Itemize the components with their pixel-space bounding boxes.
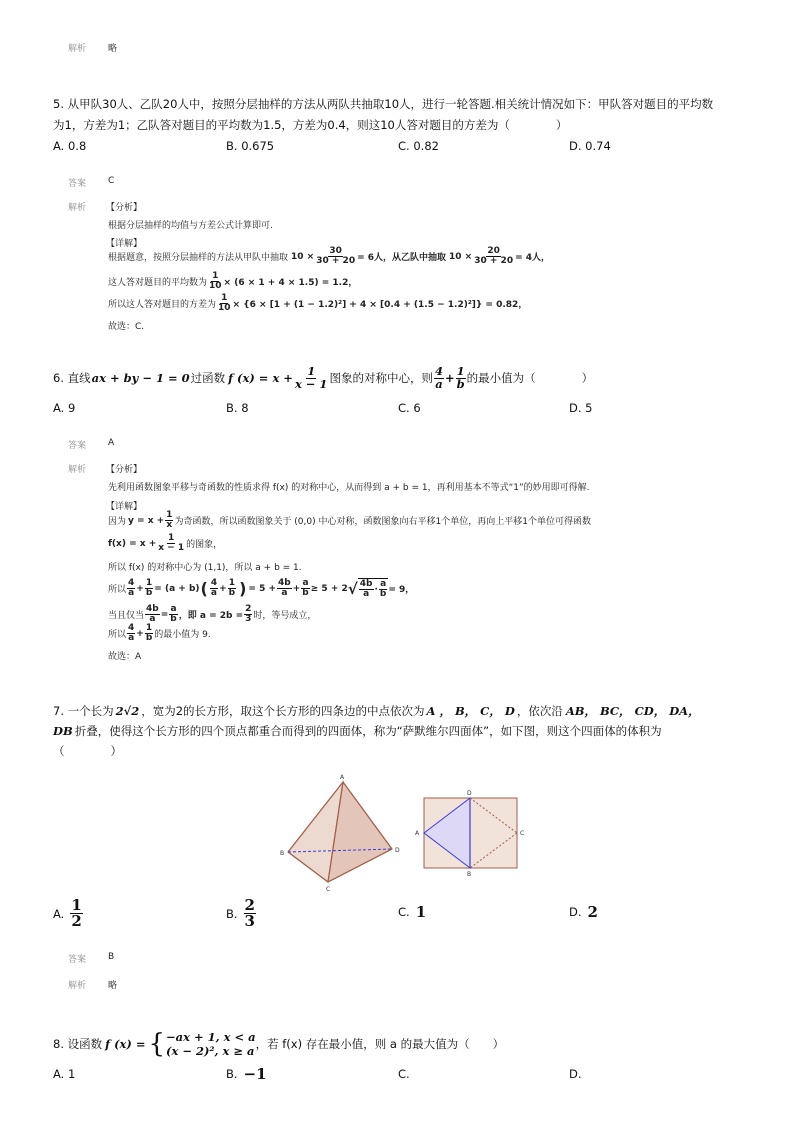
net-label-d: D [467, 790, 472, 797]
q5-l1-frac2-den: 30 + 20 [474, 256, 514, 266]
q6-l4-frac2-den: b [145, 588, 153, 598]
q6-frac3 [456, 366, 466, 390]
q6-detail-line7: 故选：A [108, 652, 142, 662]
q6-l4-d: ≥ 5 + 2 [310, 583, 348, 594]
q7-answer: B [108, 952, 115, 962]
q6-text-d: 的最小值为（ ） [466, 371, 594, 385]
q7-option-b-num: 2 [244, 896, 255, 914]
q5-l1-frac2 [473, 247, 514, 266]
q5-fenxi-label: 【分析】 [106, 203, 143, 213]
q7-option-b-den: 3 [244, 912, 255, 930]
q6-analysis-label: 解析 [68, 465, 87, 475]
rectangle-net-figure [410, 788, 530, 878]
q6-l6-frac1-den: a [128, 633, 135, 643]
q5-option-c: C. 0.82 [398, 139, 439, 153]
q7-edge-db: DB [53, 724, 73, 738]
q5-detail-line4: 故选：C. [108, 322, 145, 332]
q6-l4-frac8-den: b [379, 589, 387, 599]
q7-answer-label: 答案 [68, 955, 87, 965]
net-label-b: B [467, 871, 472, 878]
q8-option-c: C. [398, 1067, 410, 1081]
q7-text-line1 [53, 703, 700, 719]
q6-l2-frac-den: x − 1 [158, 543, 185, 553]
q6-l4-e: = 9， [388, 585, 415, 595]
q7-option-a [53, 898, 84, 929]
q5-answer: C [108, 176, 115, 186]
q6-l4-b: = (a + b) [154, 583, 200, 594]
q8-fx: f (x) = [105, 1037, 146, 1052]
q6-frac2-den: a [435, 376, 443, 391]
q6-l1-a: 因为 [108, 517, 127, 527]
q6-option-b: B. 8 [226, 401, 249, 415]
q6-detail-line6: 所以 $\frac{4}{a}$ + $\frac{1}{b}$ 的最小值为 9. [108, 623, 211, 643]
q6-l4-frac6 [301, 579, 309, 598]
q5-text-line2: 为1，方差为1；乙队答对题目的平均数为1.5，方差为0.4，则这10人答对题目的方差为（ ） [53, 118, 568, 132]
q8-case1: −ax + 1, x < a [166, 1030, 256, 1044]
q7-option-d [569, 903, 598, 921]
q6-l6-frac1 [127, 624, 135, 643]
q7-analysis-label: 解析 [68, 981, 87, 991]
q6-l4-frac1-num: 4 [128, 578, 135, 588]
q8-text: 8. 设函数 f (x) = { −ax + 1, x < a (x − 2)², x ≥ a ，若 f(x) 存在最小值，则 a 的最大值为（ ） [53, 1029, 505, 1060]
q5-l2-frac [208, 272, 223, 291]
net-label-c: C [520, 830, 525, 837]
q6-fenxi-text: 先利用函数图象平移与奇函数的性质求得 f(x) 的对称中心，从而得到 a + b = 1，再利用基本不等式“1”的妙用即可得解. [108, 483, 590, 493]
q6-detail-line4: 所以 $\frac{4}{a}$ + $\frac{1}{b}$ = (a + b) ( $\frac{4}{a}$ + $\frac{1}{b}$ ) = 5 + $\frac{4b}{a}$ + $\frac{a}{b}$ ≥ 5 + 2 √ $\frac{4b}{a}$ · $\frac{a}{b}$ = 9， [108, 578, 415, 599]
q5-l2-frac-den: 10 [209, 281, 222, 291]
q5-detail-line2 [108, 272, 357, 291]
q6-l4-frac3-num: 4 [210, 578, 218, 588]
q5-l3-text-b: × {6 × [1 + (1 − 1.2)²] + 4 × [0.4 + (1.5 − 1.2)²]} = 0.82， [232, 300, 528, 310]
q5-detail-line1 [108, 247, 550, 266]
tetra-label-c: C [326, 886, 331, 893]
q5-detail-line3 [108, 294, 527, 313]
q6-l4-frac5-num: 4b [278, 578, 291, 588]
q6-line-eq: ax + by − 1 = 0 [91, 371, 190, 385]
q5-text-line1: 5. 从甲队30人、乙队20人中，按照分层抽样的方法从两队共抽取10人，进行一轮答题.相关统计情况如下：甲队答对题目的平均数 [53, 97, 714, 111]
q5-l1-frac1-num: 30 [329, 246, 342, 256]
q7-option-c-label: C. [398, 905, 410, 919]
q6-l5-frac1-den: a [149, 614, 156, 624]
q7-option-a-num: 1 [71, 896, 82, 914]
q7-edges: AB， BC， CD， DA， [565, 704, 700, 718]
q6-l6-frac2 [145, 624, 153, 643]
q6-frac2-num: 4 [434, 364, 443, 378]
q6-l1-c: 为奇函数，所以函数图象关于 (0,0) 中心对称，函数图象向右平移1个单位，再向上平移1个单位可得函数 [174, 517, 591, 527]
q6-l5-c: 时，等号成立， [253, 611, 317, 621]
q7-option-c-value: 1 [415, 903, 427, 921]
q6-l4-frac6-den: b [302, 588, 309, 598]
q6-l5-frac2 [169, 605, 177, 624]
q8-option-a: A. 1 [53, 1067, 76, 1081]
q6-l5-b: ，即 a = 2b = [178, 611, 244, 621]
tetra-label-a: A [340, 774, 345, 781]
q6-l4-frac7 [359, 580, 374, 599]
q6-frac3-num: 1 [456, 364, 465, 378]
q6-l5-frac3-num: 2 [245, 604, 252, 614]
q6-l4-frac8-num: a [380, 579, 387, 589]
q5-l2-text-b: × (6 × 1 + 4 × 1.5) = 1.2， [223, 278, 358, 288]
q5-l1-frac1-den: 30 + 20 [316, 256, 356, 266]
analysis-text: 略 [108, 44, 118, 54]
q5-l3-frac-num: 1 [221, 293, 228, 303]
q6-l1-b: y = x + [128, 515, 165, 526]
q6-answer: A [108, 438, 115, 448]
q6-fenxi-label: 【分析】 [106, 465, 143, 475]
q6-l6-a: 所以 [108, 630, 127, 640]
q6-frac2 [434, 366, 444, 390]
q6-frac1-num: 1 [307, 364, 316, 378]
q6-text-b: 过函数 [190, 371, 226, 385]
q6-text-c: 图象的对称中心，则 [329, 371, 433, 385]
q5-xiangjie-label: 【详解】 [106, 239, 143, 249]
q6-l4-frac4-den: b [228, 588, 236, 598]
q6-l2-b: 的图象， [186, 540, 223, 550]
q6-l4-a: 所以 [108, 585, 127, 595]
q6-l5-frac2-den: b [170, 614, 177, 624]
q7-option-c [398, 903, 426, 921]
q5-l3-frac [217, 294, 232, 313]
q6-option-c: C. 6 [398, 401, 421, 415]
q6-l4-sqrt: $\frac{4b}{a}$ · $\frac{a}{b}$ [359, 579, 387, 599]
q6-l6-frac1-num: 4 [128, 623, 135, 633]
q5-l1-text-b: 10 × [291, 251, 315, 262]
q6-l5-frac3 [244, 605, 252, 624]
q5-l3-frac-den: 10 [218, 303, 231, 313]
net-label-a: A [415, 830, 420, 837]
q5-l1-text-a: 根据题意，按照分层抽样的方法从甲队中抽取 [108, 253, 289, 263]
q8-piecewise [166, 1030, 256, 1059]
q7-option-a-label: A. [53, 906, 65, 921]
q6-text [53, 366, 593, 390]
q6-l4-frac3-den: a [210, 588, 217, 598]
q6-l5-frac1 [145, 605, 160, 624]
q7-option-a-den: 2 [71, 912, 82, 930]
q7-analysis-text: 略 [108, 981, 118, 991]
q6-l5-frac2-num: a [170, 604, 177, 614]
q6-frac1-den: x − 1 [294, 376, 328, 391]
q6-option-d: D. 5 [569, 401, 593, 415]
q5-option-b: B. 0.675 [226, 139, 275, 153]
q8-case2: (x − 2)², x ≥ a [166, 1044, 255, 1059]
q6-l1-frac [165, 511, 173, 530]
q6-l4-c: = 5 + [248, 583, 277, 594]
q6-l2-frac [157, 534, 185, 553]
q6-l4-frac6-num: a [302, 578, 309, 588]
q6-frac1 [294, 366, 329, 390]
q5-fenxi-text: 根据分层抽样的均值与方差公式计算即可. [108, 221, 273, 231]
q6-l5-frac1-num: 4b [146, 604, 159, 614]
q6-l4-frac5 [277, 579, 292, 598]
q6-l4-frac2 [145, 579, 153, 598]
q7-text-line3: （ ） [53, 744, 122, 758]
q6-l4-frac4 [228, 579, 236, 598]
q6-l4-frac7-den: a [363, 589, 370, 599]
q8-option-b-value: −1 [243, 1065, 267, 1083]
q6-l6-frac2-den: b [145, 633, 153, 643]
q6-l4-frac2-num: 1 [145, 578, 153, 588]
q8-option-d: D. [569, 1067, 582, 1081]
q6-l4-frac8 [379, 580, 387, 599]
q6-l1-frac-den: x [166, 520, 173, 530]
q7-option-d-label: D. [569, 905, 582, 919]
q6-answer-label: 答案 [68, 441, 87, 451]
q7-pts: A ， B， C， D [426, 704, 515, 718]
q6-l1-frac-num: 1 [166, 510, 173, 520]
q6-l4-frac1-den: a [128, 588, 135, 598]
q5-l1-frac1 [315, 247, 356, 266]
q6-fx: f (x) = x + [228, 371, 293, 385]
q8-text-b: ，若 f(x) 存在最小值，则 a 的最大值为（ ） [255, 1037, 505, 1052]
q8-option-b [226, 1065, 267, 1083]
q6-l4-frac3 [210, 579, 218, 598]
q6-plus: + [444, 371, 455, 385]
analysis-label: 解析 [68, 44, 87, 54]
q5-l2-frac-num: 1 [212, 271, 219, 281]
q7-len: 2√2 [115, 704, 140, 718]
q5-l1-frac2-num: 20 [487, 246, 500, 256]
tetra-label-b: B [280, 850, 285, 857]
q5-l1-text-c: = 6人，从乙队中抽取 [357, 253, 447, 263]
q6-detail-line3: 所以 f(x) 的对称中心为 (1,1)，所以 a + b = 1. [108, 563, 302, 573]
q7-text-c: ，依次沿 [516, 704, 563, 718]
q6-l6-b: 的最小值为 9. [154, 630, 211, 640]
q6-l6-frac2-num: 1 [145, 623, 153, 633]
q5-l1-text-d: 10 × [449, 251, 473, 262]
q8-option-b-label: B. [226, 1067, 238, 1081]
q5-l3-text-a: 所以这人答对题目的方差为 [108, 300, 217, 310]
q8-text-a: 8. 设函数 [53, 1037, 103, 1052]
q6-l5-a: 当且仅当 [108, 611, 145, 621]
q6-detail-line5: 当且仅当 $\frac{4b}{a}$ = $\frac{a}{b}$ ，即 a = 2b = $\frac{2}{3}$ 时，等号成立， [108, 604, 317, 624]
q7-option-d-value: 2 [587, 903, 598, 921]
q5-l2-text-a: 这人答对题目的平均数为 [108, 278, 208, 288]
q7-text-a: 7. 一个长为 [53, 704, 114, 718]
q5-l1-text-e: = 4人， [515, 253, 551, 263]
q7-text-line2-b: 折叠，使得这个长方形的四个顶点都重合而得到的四面体，称为“萨默维尔四面体”，如下图，则这个四面体的体积为 [74, 724, 662, 738]
q6-text-a: 6. 直线 [53, 371, 91, 385]
q5-option-d: D. 0.74 [569, 139, 611, 153]
q7-text-b: ，宽为2的长方形，取这个长方形的四条边的中点依次为 [141, 704, 425, 718]
q6-l4-frac4-num: 1 [228, 578, 235, 588]
q6-detail-line2 [108, 534, 222, 553]
q6-l4-frac5-den: a [281, 588, 288, 598]
q6-detail-line1 [108, 511, 591, 530]
q6-l5-frac3-den: 3 [245, 614, 252, 624]
q6-l4-frac1 [127, 579, 135, 598]
q5-option-a: A. 0.8 [53, 139, 87, 153]
q7-option-b-frac [244, 898, 256, 929]
q6-frac3-den: b [456, 376, 465, 391]
q5-answer-label: 答案 [68, 179, 87, 189]
q6-l4-frac7-num: 4b [359, 579, 373, 589]
q6-l2-a: f(x) = x + [108, 538, 157, 549]
q6-option-a: A. 9 [53, 401, 76, 415]
q6-l2-frac-num: 1 [168, 533, 175, 543]
tetra-label-d: D [395, 847, 400, 854]
q7-option-a-frac [70, 898, 82, 929]
q7-option-b-label: B. [226, 906, 238, 921]
q7-text-line2 [53, 723, 662, 739]
tetrahedron-figure [270, 772, 410, 897]
q5-analysis-label: 解析 [68, 203, 87, 213]
q7-option-b [226, 898, 257, 929]
q6-xiangjie-label: 【详解】 [106, 502, 143, 512]
